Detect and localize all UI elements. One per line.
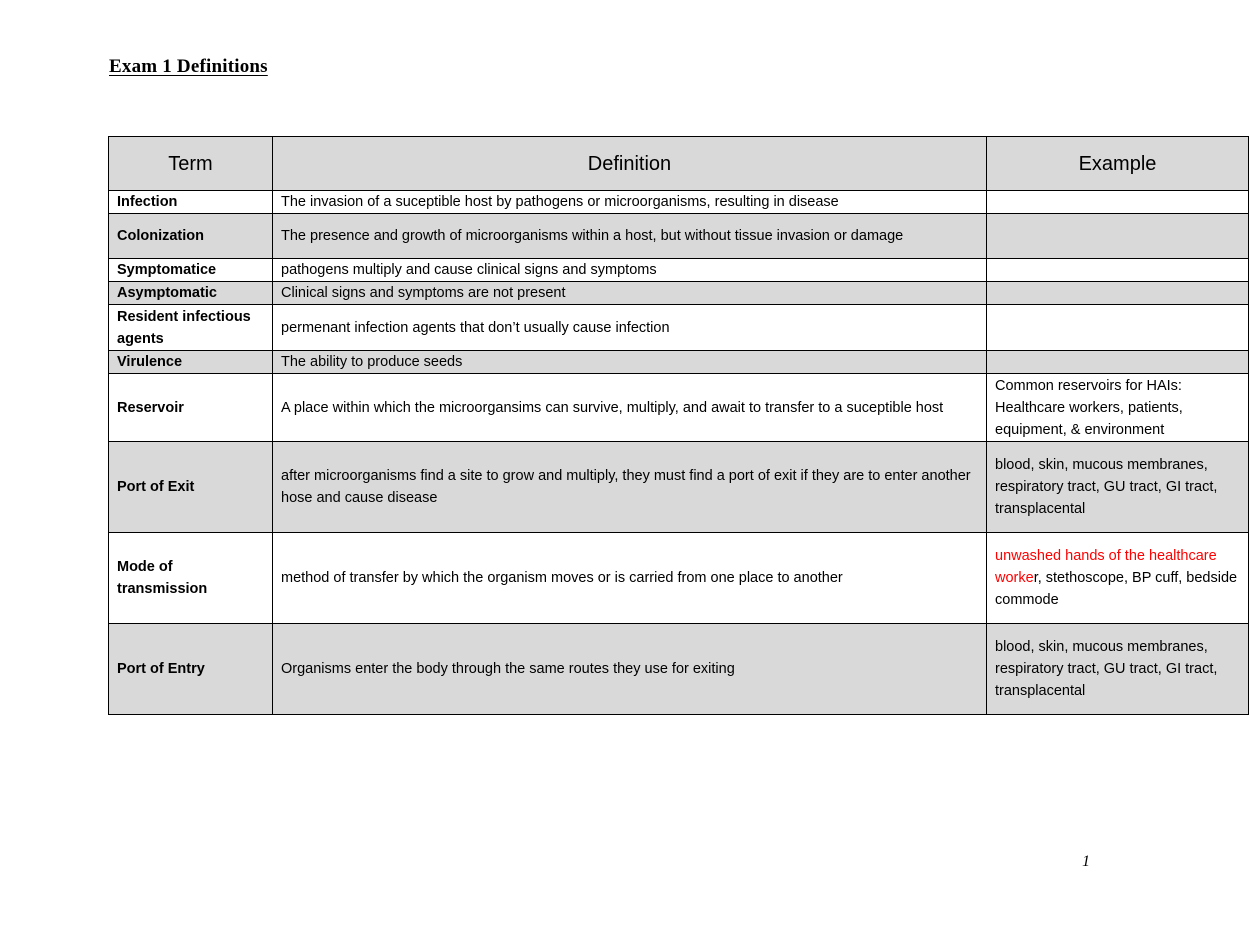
definition-cell: pathogens multiply and cause clinical signs and symptoms (273, 259, 987, 282)
example-cell (987, 282, 1249, 305)
example-cell: blood, skin, mucous membranes, respiratory tract, GU tract, GI tract, transplacental (987, 442, 1249, 533)
example-rest-text: r, stethoscope, BP cuff, bedside commode (995, 570, 1238, 608)
term-cell: Virulence (109, 351, 273, 374)
definition-cell: method of transfer by which the organism moves or is carried from one place to another (273, 533, 987, 624)
example-cell (987, 351, 1249, 374)
definition-cell: Organisms enter the body through the same routes they use for exiting (273, 624, 987, 715)
definition-cell: Clinical signs and symptoms are not present (273, 282, 987, 305)
header-term: Term (109, 137, 273, 191)
term-cell: Symptomatice (109, 259, 273, 282)
term-cell: Infection (109, 191, 273, 214)
term-cell: Mode of transmission (109, 533, 273, 624)
table-row (109, 351, 1249, 374)
table-row (109, 191, 1249, 214)
example-cell (987, 191, 1249, 214)
term-cell: Port of Exit (109, 442, 273, 533)
definitions-table (108, 136, 1249, 715)
document-title: Exam 1 Definitions (109, 56, 268, 77)
table-row (109, 624, 1249, 715)
page-number: 1 (1082, 853, 1090, 870)
term-cell: Reservoir (109, 374, 273, 442)
table-header-row (109, 137, 1249, 191)
definition-cell: The presence and growth of microorganisms within a host, but without tissue invasion or damage (273, 214, 987, 259)
term-cell: Asymptomatic (109, 282, 273, 305)
definitions-table-container (108, 136, 1238, 716)
definition-cell: permenant infection agents that don’t usually cause infection (273, 305, 987, 351)
example-highlight-text: unwashed hands of the healthcare worke (995, 548, 1217, 586)
table-row (109, 305, 1249, 351)
example-cell: Common reservoirs for HAIs: Healthcare workers, patients, equipment, & environment (987, 374, 1249, 442)
example-cell: blood, skin, mucous membranes, respiratory tract, GU tract, GI tract, transplacental (987, 624, 1249, 715)
example-cell (987, 305, 1249, 351)
term-cell: Port of Entry (109, 624, 273, 715)
example-cell (987, 214, 1249, 259)
definition-cell: after microorganisms find a site to grow and multiply, they must find a port of exit if they are to enter another hose and cause disease (273, 442, 987, 533)
definition-cell: The invasion of a suceptible host by pathogens or microorganisms, resulting in disease (273, 191, 987, 214)
table-row (109, 259, 1249, 282)
header-example: Example (987, 137, 1249, 191)
definition-cell: A place within which the microorgansims can survive, multiply, and await to transfer to a suceptible host (273, 374, 987, 442)
table-row (109, 214, 1249, 259)
table-row (109, 442, 1249, 533)
header-definition: Definition (273, 137, 987, 191)
table-row (109, 282, 1249, 305)
term-cell: Resident infectious agents (109, 305, 273, 351)
table-row (109, 374, 1249, 442)
table-row (109, 533, 1249, 624)
example-cell (987, 533, 1249, 624)
term-cell: Colonization (109, 214, 273, 259)
example-cell (987, 259, 1249, 282)
definition-cell: The ability to produce seeds (273, 351, 987, 374)
